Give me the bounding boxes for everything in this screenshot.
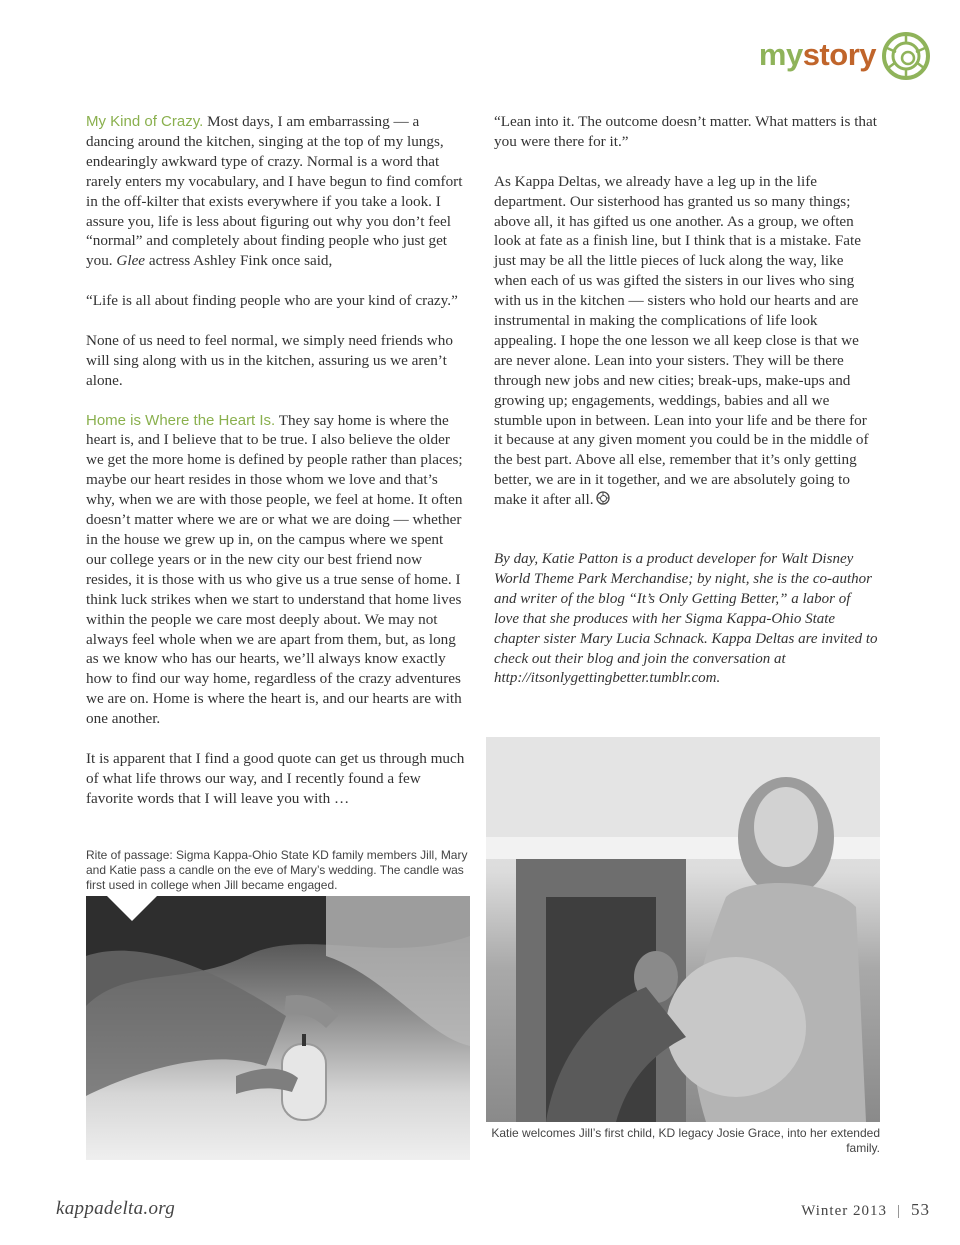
nautilus-end-mark-icon xyxy=(596,491,610,505)
pregnancy-photo-illustration xyxy=(486,737,880,1122)
photo-candle-passing xyxy=(86,896,470,1160)
page-number: 53 xyxy=(911,1200,930,1219)
footer-separator: | xyxy=(896,1203,901,1219)
left-column xyxy=(86,112,466,809)
paragraph-kappa-deltas: As Kappa Deltas, we already have a leg up in the life department. Our sisterhood has granted us so many things; above all, it has gifted us one another. As a group, we often look at fate as a finish line, but I think that is a mistake. Fate just may be all the little pieces of luck along the way, like when each of us was gifted the sisters in our lives who sing with us in the kitchen — sisters who hold our hearts and are instrumental in making the complications of life look appealing. I hope the one lesson we all keep close is that we are never alone. Lean into your sisters. They will be there through new jobs and new cities; break-ups, make-ups and growing up; engagements, weddings, babies and all we stumble upon in between. Lean into your life and be there for it because at any given moment you could be in the middle of the best part. Above all else, remember that it’s only getting better, we are in it together, and we are absolutely going to make it after all. xyxy=(494,172,869,509)
footer-website: kappadelta.org xyxy=(56,1198,176,1219)
footer-issue: Winter 2013 xyxy=(801,1203,887,1219)
author-bio: By day, Katie Patton is a product developer for Walt Disney World Theme Park Merchandise; by night, she is the co-author and writer of the blog “It’s Only Getting Better,” a labor of love that she produces with her Sigma Kappa-Ohio State chapter sister Mary Lucia Schnack. Kappa Deltas are invited to check out their blog and join the conversation at http://itsonlygettingbetter.tumblr.com. xyxy=(494,551,878,687)
photo-caption-candle: Rite of passage: Sigma Kappa-Ohio State KD family members Jill, Mary and Katie pass a candle on the eve of Mary’s wedding. The candle was first used in college when Jill became engaged. xyxy=(86,848,468,892)
subhead-kind-of-crazy: My Kind of Crazy. xyxy=(86,113,204,130)
photo-katie-and-jill xyxy=(486,737,880,1122)
candle-photo-illustration xyxy=(86,896,470,1160)
paragraph-home: Home is Where the Heart Is. They say home is where the heart is, and I believe that to be true. I also believe the older we get the more home is defined by people rather than places; maybe our heart resides in those whom we love and that’s why, when we are with those people, we feel at home. It often doesn’t matter where we are or what we are doing — whether in the house we grew up in, on the campus where we spent our college years or in the new city our best friend now resides, it is those with us who give us a true sense of home. I think luck strikes when we start to understand that home lives within the people we care most deeply about. We may not always feel whole when we are apart from them, but, as long as we know who has our hearts, we’ll always know exactly how to find our way home, regardless of the crazy adventures we are on. Home is where the heart is, and our hearts are with one another. xyxy=(86,411,463,728)
photo-caption-pregnancy: Katie welcomes Jill’s first child, KD legacy Josie Grace, into her extended family. xyxy=(491,1126,880,1155)
paragraph-kind-of-crazy: My Kind of Crazy. Most days, I am embarrassing — a dancing around the kitchen, singing at the top of my lungs, endearingly awkward type of crazy. Normal is a word that rarely enters my vocabulary, and I have begun to find comfort in the off-kilter that exists everywhere if you take a look. I assure you, life is less about figuring out why you don’t feel “normal” and completely about finding people who just get you. Glee actress Ashley Fink once said, xyxy=(86,113,463,270)
paragraph-favorite-words: It is apparent that I find a good quote can get us through much of what life throws our way, and I recently found a few favorite words that I will leave you with … xyxy=(86,749,465,807)
glee-title: Glee xyxy=(116,252,146,270)
subhead-home: Home is Where the Heart Is. xyxy=(86,411,276,429)
nautilus-shell-icon xyxy=(878,24,930,86)
quote-lean-into-it: “Lean into it. The outcome doesn’t matter. What matters is that you were there for it.” xyxy=(494,113,877,150)
section-title: mystory xyxy=(758,37,876,72)
section-brand xyxy=(759,24,930,86)
paragraph-none-of-us: None of us need to feel normal, we simply need friends who will sing along with us in the kitchen, assuring us we aren’t alone. xyxy=(86,331,453,389)
caption-pointer xyxy=(106,895,158,921)
quote-kind-of-crazy: “Life is all about finding people who are your kind of crazy.” xyxy=(86,292,458,310)
right-column xyxy=(494,112,878,510)
footer-issue-page xyxy=(801,1200,930,1220)
